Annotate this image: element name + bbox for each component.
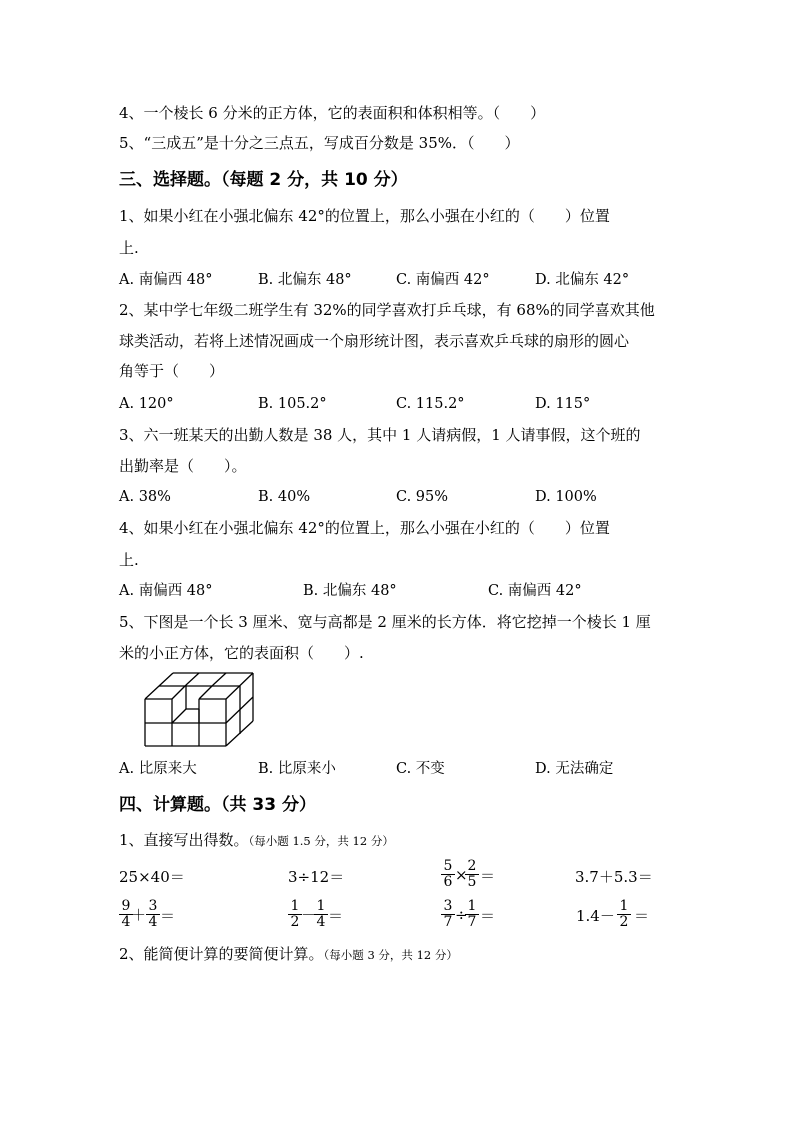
q2-line-1: 2、某中学七年级二班学生有 32%的同学喜欢打乒乓球，有 68%的同学喜欢其他 <box>119 301 655 319</box>
q1-option-b: B. 北偏东 48° <box>258 272 352 288</box>
q5-option-a: A. 比原来大 <box>119 761 197 777</box>
part-2-heading <box>119 944 458 965</box>
equals: ＝ <box>328 907 344 925</box>
fraction: $\frac{2}{5}$ <box>465 859 479 890</box>
operator: × <box>455 866 468 884</box>
fraction: $\frac{1}{2}$ <box>617 899 631 930</box>
q3-option-c: C. 95% <box>396 489 449 505</box>
q2-option-a: A. 120° <box>119 396 174 412</box>
q3-line-1: 3、六一班某天的出勤人数是 38 人，其中 1 人请病假，1 人请事假，这个班的 <box>119 426 641 444</box>
part-1-label: 1、直接写出得数。 <box>119 831 249 849</box>
q2-line-3: 角等于（ ） <box>119 362 225 380</box>
q2-option-d: D. 115° <box>535 396 591 412</box>
q4-option-b: B. 北偏东 48° <box>303 583 397 599</box>
q3-option-d: D. 100% <box>535 489 597 505</box>
q4-option-a: A. 南偏西 48° <box>119 583 213 599</box>
q4-line-1: 4、如果小红在小强北偏东 42°的位置上，那么小强在小红的（ ）位置 <box>119 519 610 537</box>
q1-option-c: C. 南偏西 42° <box>396 272 490 288</box>
expression-prefix: 1.4－ <box>576 907 615 925</box>
q5-line-1: 5、下图是一个长 3 厘米、宽与高都是 2 厘米的长方体．将它挖掉一个棱长 1 厘 <box>119 613 651 631</box>
equals: ＝ <box>160 907 176 925</box>
q4-option-c: C. 南偏西 42° <box>488 583 582 599</box>
q5-line-2: 米的小正方体，它的表面积（ ）. <box>119 644 364 662</box>
equals: ＝ <box>480 867 496 885</box>
q3-option-b: B. 40% <box>258 489 311 505</box>
q3-option-a: A. 38% <box>119 489 171 505</box>
q1-line-2: 上. <box>119 239 139 257</box>
part-2-note: （每小题 3 分，共 12 分） <box>323 948 458 962</box>
fraction: $\frac{1}{4}$ <box>314 899 328 930</box>
q2-line-2: 球类活动，若将上述情况画成一个扇形统计图，表示喜欢乒乓球的扇形的圆心 <box>119 332 630 350</box>
part-2-label: 2、能简便计算的要简便计算。 <box>119 945 324 963</box>
q4-line-2: 上. <box>119 551 139 569</box>
q2-option-b: B. 105.2° <box>258 396 327 412</box>
part-1-note: （每小题 1.5 分，共 12 分） <box>248 834 394 848</box>
cuboid-figure <box>143 671 255 748</box>
operator: ＋ <box>131 906 147 924</box>
section-4-title: 四、计算题。（共 33 分） <box>119 795 316 815</box>
fraction: $\frac{1}{7}$ <box>465 899 479 930</box>
fraction: $\frac{5}{6}$ <box>441 859 455 890</box>
section-3-title: 三、选择题。（每题 2 分，共 10 分） <box>119 170 408 190</box>
calc-3.7-plus-5.3: 3.7＋5.3＝ <box>575 868 653 886</box>
q5-option-d: D. 无法确定 <box>535 761 614 777</box>
q3-line-2: 出勤率是（ ）。 <box>119 457 247 475</box>
tf-item-4: 4、一个棱长 6 分米的正方体，它的表面积和体积相等。（ ） <box>119 104 546 122</box>
fraction: $\frac{3}{4}$ <box>146 899 160 930</box>
q5-option-c: C. 不变 <box>396 761 445 777</box>
equals: ＝ <box>480 907 496 925</box>
q1-option-d: D. 北偏东 42° <box>535 272 630 288</box>
part-1-heading <box>119 830 394 851</box>
fraction: $\frac{3}{7}$ <box>441 899 455 930</box>
q5-option-b: B. 比原来小 <box>258 761 336 777</box>
q1-option-a: A. 南偏西 48° <box>119 272 213 288</box>
fraction: $\frac{9}{4}$ <box>119 899 133 930</box>
q2-option-c: C. 115.2° <box>396 396 465 412</box>
calc-25x40: 25×40＝ <box>119 868 185 886</box>
fraction: $\frac{1}{2}$ <box>288 899 302 930</box>
equals: ＝ <box>634 907 650 925</box>
operator: － <box>301 906 317 924</box>
calc-3div12: 3÷12＝ <box>288 868 345 886</box>
tf-item-5: 5、“三成五”是十分之三点五，写成百分数是 35%．（ ） <box>119 134 520 152</box>
q1-line-1: 1、如果小红在小强北偏东 42°的位置上，那么小强在小红的（ ）位置 <box>119 207 610 225</box>
operator: ÷ <box>455 906 468 924</box>
